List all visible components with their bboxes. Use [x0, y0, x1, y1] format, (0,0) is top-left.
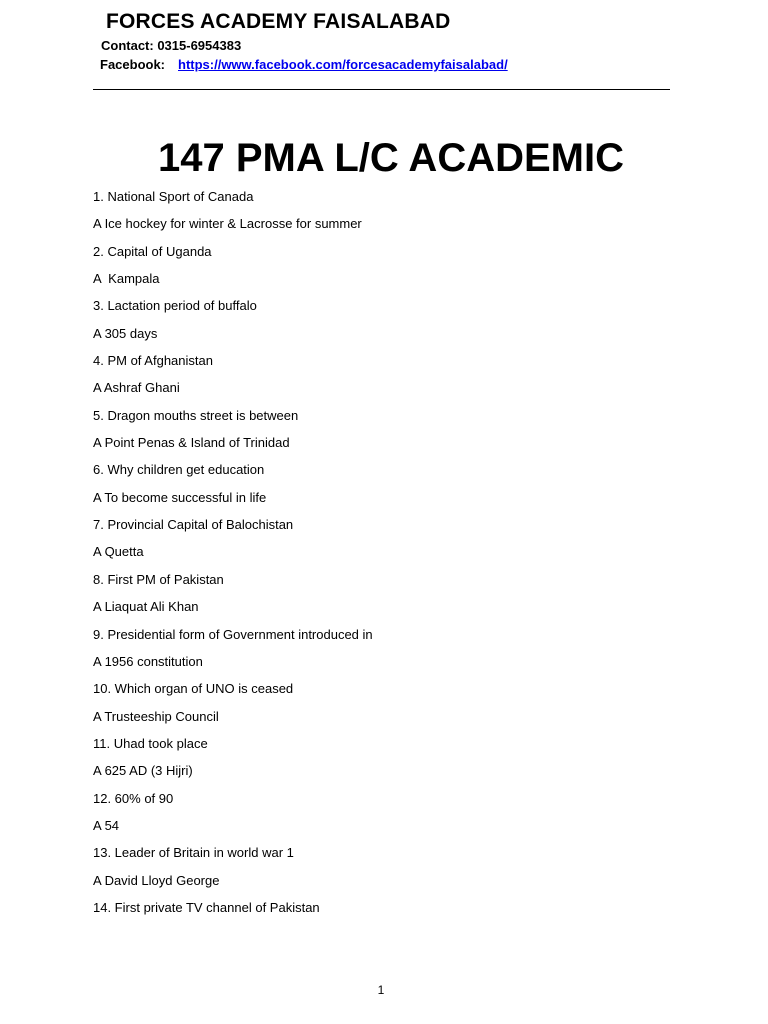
question-line: 8. First PM of Pakistan	[93, 571, 224, 587]
question-line: 5. Dragon mouths street is between	[93, 407, 299, 423]
answer-line: A Quetta	[93, 544, 144, 560]
facebook-line	[100, 57, 508, 72]
question-line: 12. 60% of 90	[93, 790, 174, 806]
facebook-label: Facebook:	[100, 57, 166, 72]
question-line: 13. Leader of Britain in world war 1	[93, 845, 294, 861]
answer-line: A Trusteeship Council	[93, 708, 219, 724]
page-title: 147 PMA L/C ACADEMIC	[158, 136, 624, 180]
answer-line: A 54	[93, 817, 120, 833]
question-line: 10. Which organ of UNO is ceased	[93, 681, 294, 697]
question-line: 3. Lactation period of buffalo	[93, 298, 257, 314]
answer-line: A David Lloyd George	[93, 872, 220, 888]
facebook-link[interactable]: https://www.facebook.com/forcesacademyfaisalabad/	[178, 57, 508, 72]
answer-line: A Ice hockey for winter & Lacrosse for summer	[93, 216, 362, 232]
document-header	[0, 0, 768, 100]
question-line: 9. Presidential form of Government introduced in	[93, 626, 373, 642]
question-line: 2. Capital of Uganda	[93, 243, 212, 259]
question-line: 7. Provincial Capital of Balochistan	[93, 517, 294, 533]
answer-line: A To become successful in life	[93, 489, 267, 505]
question-line: 6. Why children get education	[93, 462, 265, 478]
answer-line: A 305 days	[93, 325, 158, 341]
answer-line: A Liaquat Ali Khan	[93, 599, 199, 615]
question-line: 14. First private TV channel of Pakistan	[93, 899, 320, 915]
page-number: 1	[377, 983, 385, 997]
question-line: 11. Uhad took place	[93, 735, 208, 751]
answer-line: A Ashraf Ghani	[93, 380, 180, 396]
contact-line: Contact: 0315-6954383	[101, 38, 242, 53]
answer-line: A Point Penas & Island of Trinidad	[93, 435, 290, 451]
question-line: 4. PM of Afghanistan	[93, 353, 213, 369]
answer-line: A 1956 constitution	[93, 653, 203, 669]
question-line: 1. National Sport of Canada	[93, 189, 254, 204]
academy-name: FORCES ACADEMY FAISALABAD	[106, 10, 451, 33]
question-answer-list	[93, 186, 693, 924]
header-divider	[93, 89, 670, 90]
answer-line: A Kampala	[93, 271, 160, 287]
answer-line: A 625 AD (3 Hijri)	[93, 763, 193, 779]
